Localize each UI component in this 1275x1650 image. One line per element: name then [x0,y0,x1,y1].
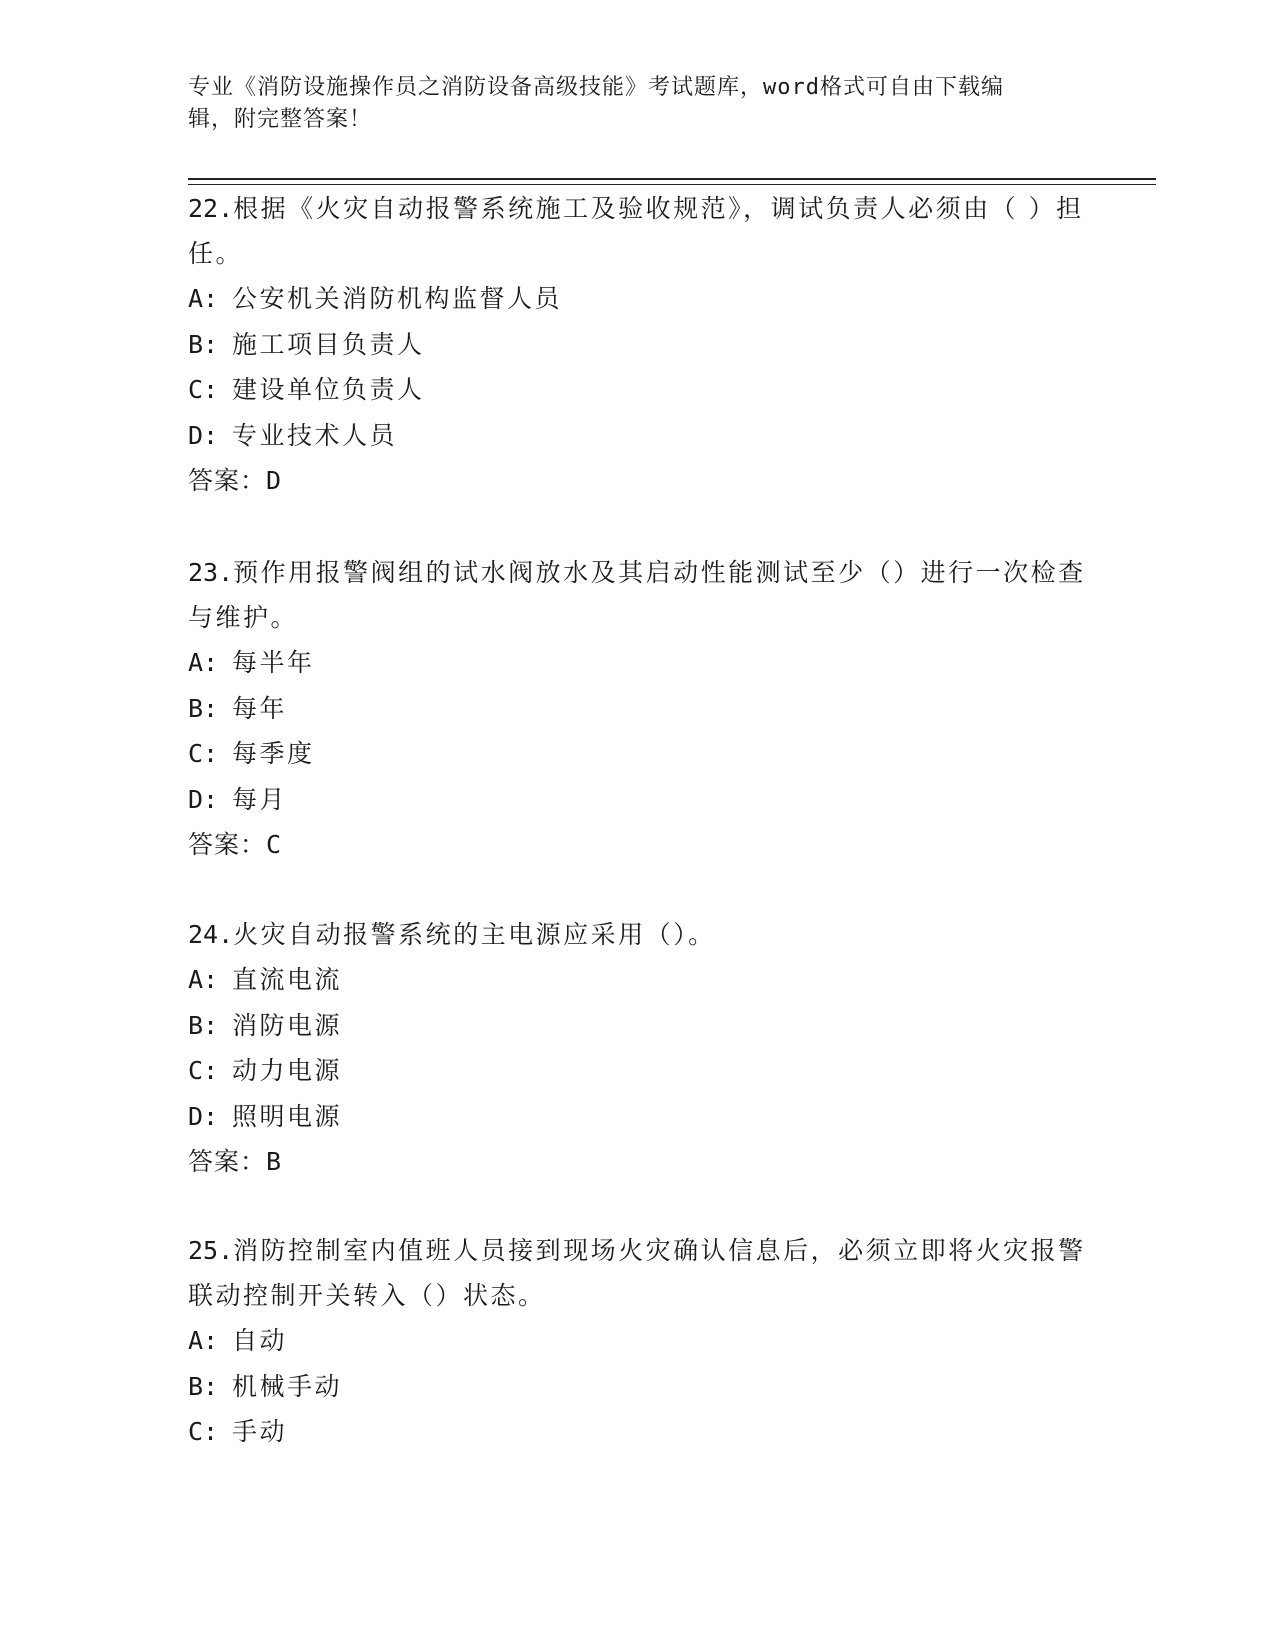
option-letter: C: [188,1056,219,1085]
header-divider-thick [188,178,1156,180]
option-b [188,1364,1088,1410]
header-divider-thin [188,184,1156,185]
question-stem [188,1228,1088,1318]
answer-label: 答案： [188,1147,267,1176]
question-number: 22. [188,194,234,223]
option-c [188,367,1088,413]
question-stem [188,912,1088,957]
option-text: 每月 [232,784,288,814]
option-text: 建设单位负责人 [232,375,425,404]
question-number: 24. [188,920,234,949]
answer-line [188,458,1088,504]
option-text: 公安机关消防机构监督人员 [232,284,563,313]
option-b [188,686,1088,732]
option-letter: C: [188,739,219,768]
option-d [188,413,1088,459]
option-letter: B: [188,693,219,723]
question-number: 23. [188,558,234,587]
option-text: 每季度 [232,739,315,768]
option-b [188,1003,1088,1049]
option-a [188,640,1088,686]
option-text: 自动 [232,1326,288,1355]
answer-value: D [266,466,282,495]
header-text-part-1: 专业《消防设施操作员之消防设备高级技能》考试题库， [188,75,764,100]
option-letter: D: [188,784,219,814]
question-24 [188,912,1088,1185]
header-line-2: 辑，附完整答案！ [188,107,373,132]
option-a [188,276,1088,322]
option-letter: B: [188,1371,219,1401]
option-letter: A: [188,648,219,677]
answer-line [188,822,1088,868]
option-c [188,1048,1088,1094]
answer-line [188,1139,1088,1185]
option-letter: B: [188,1010,219,1040]
option-letter: A: [188,284,219,313]
option-text: 机械手动 [232,1371,343,1401]
header-line-1 [188,72,1068,104]
option-letter: D: [188,1101,219,1131]
option-a [188,957,1088,1003]
answer-label: 答案： [188,830,267,859]
option-text: 施工项目负责人 [232,329,425,359]
option-text: 每半年 [232,648,315,677]
option-letter: C: [188,375,219,404]
question-stem [188,186,1088,276]
header-text-part-2: 格式可自由下载编 [820,75,1005,100]
option-d [188,777,1088,823]
question-22 [188,186,1088,504]
option-letter: B: [188,329,219,359]
option-b [188,322,1088,368]
option-text: 专业技术人员 [232,420,398,450]
option-text: 动力电源 [232,1056,343,1085]
option-text: 手动 [232,1417,288,1446]
answer-value: C [266,830,282,859]
option-text: 每年 [232,693,288,723]
question-23 [188,550,1088,868]
question-number: 25. [188,1236,234,1265]
document-header [188,72,1068,136]
answer-label: 答案： [188,466,267,495]
option-c [188,1409,1088,1455]
option-a [188,1318,1088,1364]
option-d [188,1094,1088,1140]
answer-value: B [266,1147,282,1176]
option-c [188,731,1088,777]
option-letter: C: [188,1417,219,1446]
question-text: 根据《火灾自动报警系统施工及验收规范》，调试负责人必须由（ ）担任。 [188,194,1084,268]
question-text: 火灾自动报警系统的主电源应采用（）。 [233,920,716,949]
question-25 [188,1228,1088,1455]
option-letter: A: [188,1326,219,1355]
question-stem [188,550,1088,640]
option-letter: A: [188,965,219,994]
question-text: 消防控制室内值班人员接到现场火灾确认信息后，必须立即将火灾报警联动控制开关转入（）状态。 [188,1236,1086,1310]
option-text: 消防电源 [232,1010,343,1040]
question-text: 预作用报警阀组的试水阀放水及其启动性能测试至少（）进行一次检查与维护。 [188,558,1086,632]
option-letter: D: [188,420,219,450]
option-text: 照明电源 [232,1101,343,1131]
header-text-word: word [763,75,820,100]
option-text: 直流电流 [232,965,343,994]
